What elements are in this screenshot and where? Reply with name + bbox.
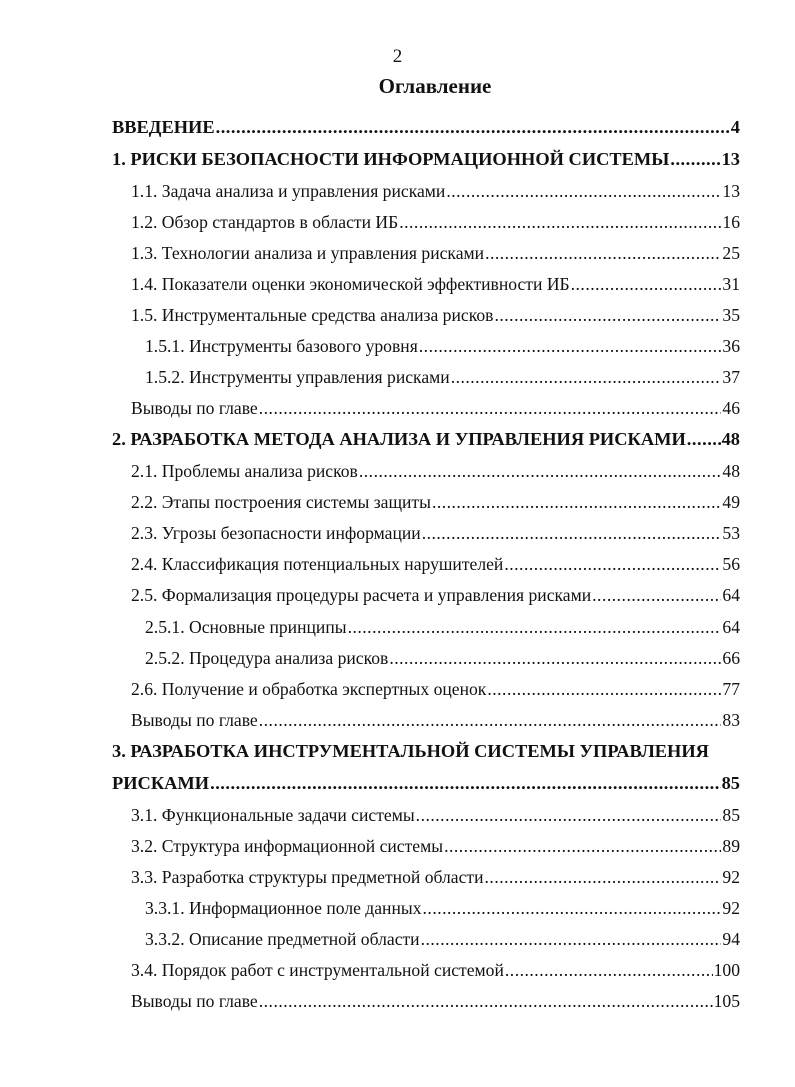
toc-entry xyxy=(131,180,740,202)
toc-entry-page: 85 xyxy=(722,805,740,825)
toc-leader-dots xyxy=(416,804,722,826)
toc-leader-dots xyxy=(670,148,720,170)
toc-leader-dots xyxy=(504,553,721,575)
toc-entry-page: 100 xyxy=(713,960,740,980)
toc-entry xyxy=(131,242,740,264)
toc-entry-text: РИСКАМИ xyxy=(112,773,210,793)
toc-entry-text: 1.5.1. Инструменты базового уровня xyxy=(145,336,418,356)
toc-entry xyxy=(131,460,740,482)
toc-entry-chapter-3 xyxy=(112,772,740,794)
toc-leader-dots xyxy=(419,335,722,357)
toc-entry-text: 1.5. Инструментальные средства анализа рисков xyxy=(131,305,494,325)
toc-entry-text: 3.4. Порядок работ с инструментальной системой xyxy=(131,960,504,980)
toc-leader-dots xyxy=(444,835,721,857)
toc-entry-chapter-2 xyxy=(112,428,740,450)
toc-entry-text: 2.4. Классификация потенциальных нарушителей xyxy=(131,554,504,574)
toc-leader-dots xyxy=(592,584,721,606)
toc-leader-dots xyxy=(216,116,730,138)
toc-entry-chapter-3-title: 3. РАЗРАБОТКА ИНСТРУМЕНТАЛЬНОЙ СИСТЕМЫ УПРАВЛЕНИЯ xyxy=(112,741,709,761)
toc-entry-text: 1.5.2. Инструменты управления рисками xyxy=(145,367,450,387)
toc-leader-dots xyxy=(422,522,722,544)
toc-entry-page: 56 xyxy=(722,554,740,574)
toc-entry xyxy=(131,211,740,233)
toc-leader-dots xyxy=(494,304,721,326)
toc-entry-page: 13 xyxy=(722,181,740,201)
toc-entry xyxy=(131,866,740,888)
toc-entry-page: 16 xyxy=(722,212,740,232)
toc-entry-page: 92 xyxy=(722,898,740,918)
toc-entry-text: 3.1. Функциональные задачи системы xyxy=(131,805,415,825)
toc-entry-page: 89 xyxy=(722,836,740,856)
toc-leader-dots xyxy=(259,709,722,731)
toc-leader-dots xyxy=(399,211,721,233)
toc-entry-page: 66 xyxy=(722,648,740,668)
toc-leader-dots xyxy=(485,866,722,888)
toc-entry-page: 35 xyxy=(722,305,740,325)
toc-entry-page: 53 xyxy=(722,523,740,543)
toc-entry-conclusions xyxy=(131,990,740,1012)
toc-entry-page: 4 xyxy=(730,117,740,137)
toc-entry-page: 64 xyxy=(722,585,740,605)
toc-leader-dots xyxy=(446,180,721,202)
toc-entry-chapter-1 xyxy=(112,148,740,170)
toc-entry-page: 94 xyxy=(722,929,740,949)
toc-entry xyxy=(145,335,740,357)
toc-entry-page: 25 xyxy=(722,243,740,263)
toc-entry-text: 2. РАЗРАБОТКА МЕТОДА АНАЛИЗА И УПРАВЛЕНИЯ РИСКАМИ xyxy=(112,429,686,449)
toc-entry-page: 48 xyxy=(721,429,740,449)
toc-leader-dots xyxy=(348,616,722,638)
toc-entry-text: Выводы по главе xyxy=(131,991,258,1011)
toc-entry xyxy=(131,584,740,606)
toc-entry-text: Выводы по главе xyxy=(131,398,258,418)
toc-entry-page: 64 xyxy=(722,617,740,637)
toc-entry xyxy=(131,804,740,826)
toc-entry-page: 49 xyxy=(722,492,740,512)
toc-entry-text: 2.5.2. Процедура анализа рисков xyxy=(145,648,389,668)
toc-entry xyxy=(145,928,740,950)
toc-entry-page: 13 xyxy=(721,149,740,169)
toc-leader-dots xyxy=(359,460,722,482)
toc-leader-dots xyxy=(485,242,721,264)
toc-entry-page: 31 xyxy=(722,274,740,294)
toc-entry-text: 2.2. Этапы построения системы защиты xyxy=(131,492,431,512)
toc-entry xyxy=(145,897,740,919)
toc-leader-dots xyxy=(259,397,722,419)
toc-leader-dots xyxy=(210,772,721,794)
toc-entry-text: Выводы по главе xyxy=(131,710,258,730)
toc-entry xyxy=(131,304,740,326)
toc-entry-page: 37 xyxy=(722,367,740,387)
toc-title: Оглавление xyxy=(378,74,492,98)
toc-entry-page: 36 xyxy=(722,336,740,356)
toc-leader-dots xyxy=(432,491,721,513)
toc-entry-introduction xyxy=(112,116,740,138)
toc-entry-text: 2.6. Получение и обработка экспертных оценок xyxy=(131,679,487,699)
toc-entry xyxy=(131,491,740,513)
toc-entry-page: 46 xyxy=(722,398,740,418)
toc-entry-page: 85 xyxy=(721,773,740,793)
toc-entry-page: 105 xyxy=(713,991,740,1011)
toc-leader-dots xyxy=(421,928,722,950)
toc-leader-dots xyxy=(389,647,721,669)
toc-leader-dots xyxy=(259,990,713,1012)
toc-entry-text: 3.3.1. Информационное поле данных xyxy=(145,898,422,918)
toc-leader-dots xyxy=(687,428,721,450)
toc-entry-text: 2.3. Угрозы безопасности информации xyxy=(131,523,421,543)
toc-entry xyxy=(131,553,740,575)
toc-entry-text: 1. РИСКИ БЕЗОПАСНОСТИ ИНФОРМАЦИОННОЙ СИСТЕМЫ xyxy=(112,149,670,169)
toc-entry-text: 3.2. Структура информационной системы xyxy=(131,836,444,856)
page-number: 2 xyxy=(392,46,403,67)
toc-leader-dots xyxy=(451,366,722,388)
toc-entry-conclusions xyxy=(131,709,740,731)
toc-entry xyxy=(131,959,740,981)
toc-entry xyxy=(131,678,740,700)
toc-entry xyxy=(145,647,740,669)
toc-leader-dots xyxy=(423,897,722,919)
toc-entry-text: 2.5.1. Основные принципы xyxy=(145,617,347,637)
toc-entry xyxy=(131,835,740,857)
toc-entry-page: 83 xyxy=(722,710,740,730)
toc-entry-page: 92 xyxy=(722,867,740,887)
toc-entry-text: 1.1. Задача анализа и управления рисками xyxy=(131,181,446,201)
toc-entry xyxy=(131,522,740,544)
toc-entry-text: 1.4. Показатели оценки экономической эффективности ИБ xyxy=(131,274,570,294)
toc-entry xyxy=(145,366,740,388)
toc-entry-text: ВВЕДЕНИЕ xyxy=(112,117,215,137)
toc-entry-text: 1.3. Технологии анализа и управления рисками xyxy=(131,243,485,263)
toc-entry xyxy=(145,616,740,638)
toc-leader-dots xyxy=(571,273,722,295)
toc-entry-page: 48 xyxy=(722,461,740,481)
toc-entry-text: 2.1. Проблемы анализа рисков xyxy=(131,461,358,481)
toc-entry-page: 77 xyxy=(722,679,740,699)
toc-leader-dots xyxy=(505,959,713,981)
toc-leader-dots xyxy=(487,678,721,700)
toc-entry-conclusions xyxy=(131,397,740,419)
toc-entry-text: 3.3.2. Описание предметной области xyxy=(145,929,420,949)
toc-entry-text: 1.2. Обзор стандартов в области ИБ xyxy=(131,212,399,232)
toc-entry-text: 2.5. Формализация процедуры расчета и управления рисками xyxy=(131,585,592,605)
toc-entry xyxy=(131,273,740,295)
toc-entry-text: 3.3. Разработка структуры предметной области xyxy=(131,867,484,887)
